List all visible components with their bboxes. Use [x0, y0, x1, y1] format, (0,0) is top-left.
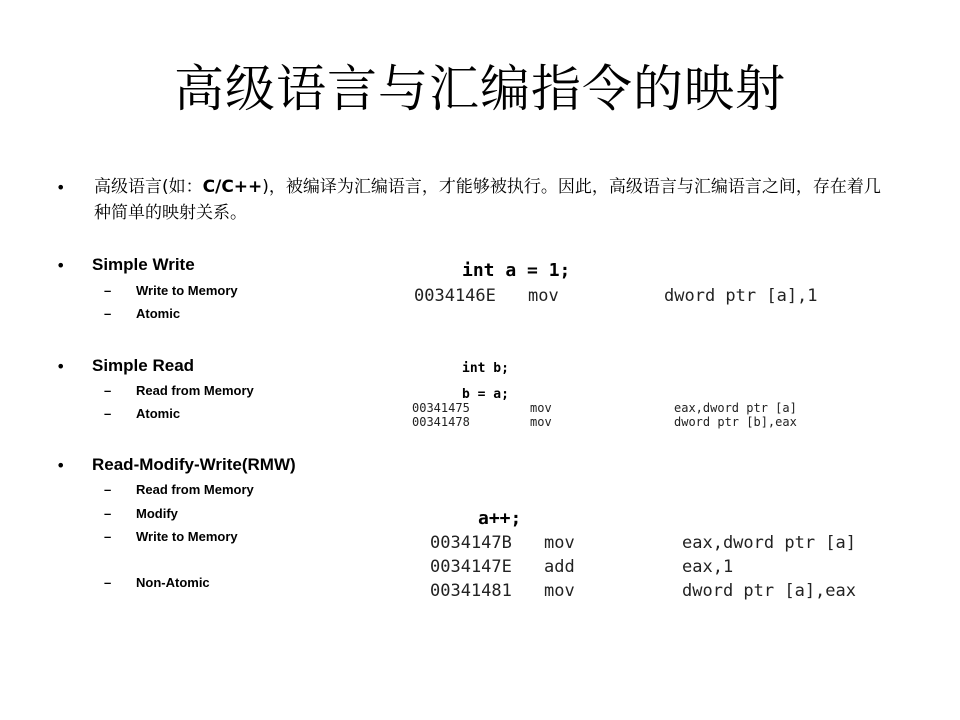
list-item-label: Write to Memory	[136, 529, 238, 544]
dash-marker: –	[104, 383, 112, 398]
code-opcode: add	[544, 557, 575, 577]
code-address: 0034146E	[414, 286, 496, 306]
code-opcode: mov	[544, 533, 575, 553]
code-address: 00341478	[412, 415, 470, 429]
list-item-label: Read from Memory	[136, 383, 254, 398]
section-heading-rmw: Read-Modify-Write(RMW)	[92, 455, 296, 474]
code-operands: eax,dword ptr [a]	[682, 533, 856, 553]
code-operands: dword ptr [b],eax	[674, 415, 797, 429]
code-address: 0034147E	[430, 557, 512, 577]
code-source-line: int b;	[462, 361, 509, 376]
list-item-label: Atomic	[136, 406, 181, 421]
section-heading-simple-write: Simple Write	[92, 255, 195, 274]
code-opcode: mov	[530, 415, 552, 429]
code-address: 00341475	[412, 401, 470, 415]
dash-marker: –	[104, 575, 112, 590]
bullet-dot: •	[56, 256, 66, 275]
code-opcode: mov	[530, 401, 552, 415]
intro-text-after: )，被编译为汇编语言，才能够被执行。因此，高级语言与汇编语言之间，存在着几种简单的映射关系。	[94, 177, 881, 223]
list-item-label: Modify	[136, 506, 178, 521]
intro-text-before: 高级语言(如：	[94, 177, 203, 197]
list-item-label: Read from Memory	[136, 482, 254, 497]
dash-marker: –	[104, 306, 112, 321]
list-item-label: Atomic	[136, 306, 181, 321]
code-opcode: mov	[544, 581, 575, 601]
code-address: 0034147B	[430, 533, 512, 553]
code-opcode: mov	[528, 286, 559, 306]
code-source-line: b = a;	[462, 387, 509, 402]
code-operands: eax,dword ptr [a]	[674, 401, 797, 415]
intro-text-bold: C/C++	[202, 177, 263, 197]
code-operands: dword ptr [a],1	[664, 286, 818, 306]
code-source-line: int a = 1;	[462, 260, 571, 281]
slide-title: 高级语言与汇编指令的映射	[174, 60, 786, 118]
list-item-label: Non-Atomic	[136, 575, 210, 590]
dash-marker: –	[104, 482, 112, 497]
intro-paragraph	[94, 174, 894, 226]
dash-marker: –	[104, 506, 112, 521]
bullet-dot: •	[56, 357, 66, 376]
code-operands: eax,1	[682, 557, 734, 577]
section-heading-simple-read: Simple Read	[92, 356, 195, 375]
bullet-dot: •	[56, 178, 66, 197]
code-source-line: a++;	[478, 508, 522, 529]
bullet-dot: •	[56, 456, 66, 475]
code-operands: dword ptr [a],eax	[682, 581, 856, 601]
dash-marker: –	[104, 529, 112, 544]
dash-marker: –	[104, 406, 112, 421]
code-address: 00341481	[430, 581, 512, 601]
list-item-label: Write to Memory	[136, 283, 238, 298]
dash-marker: –	[104, 283, 112, 298]
